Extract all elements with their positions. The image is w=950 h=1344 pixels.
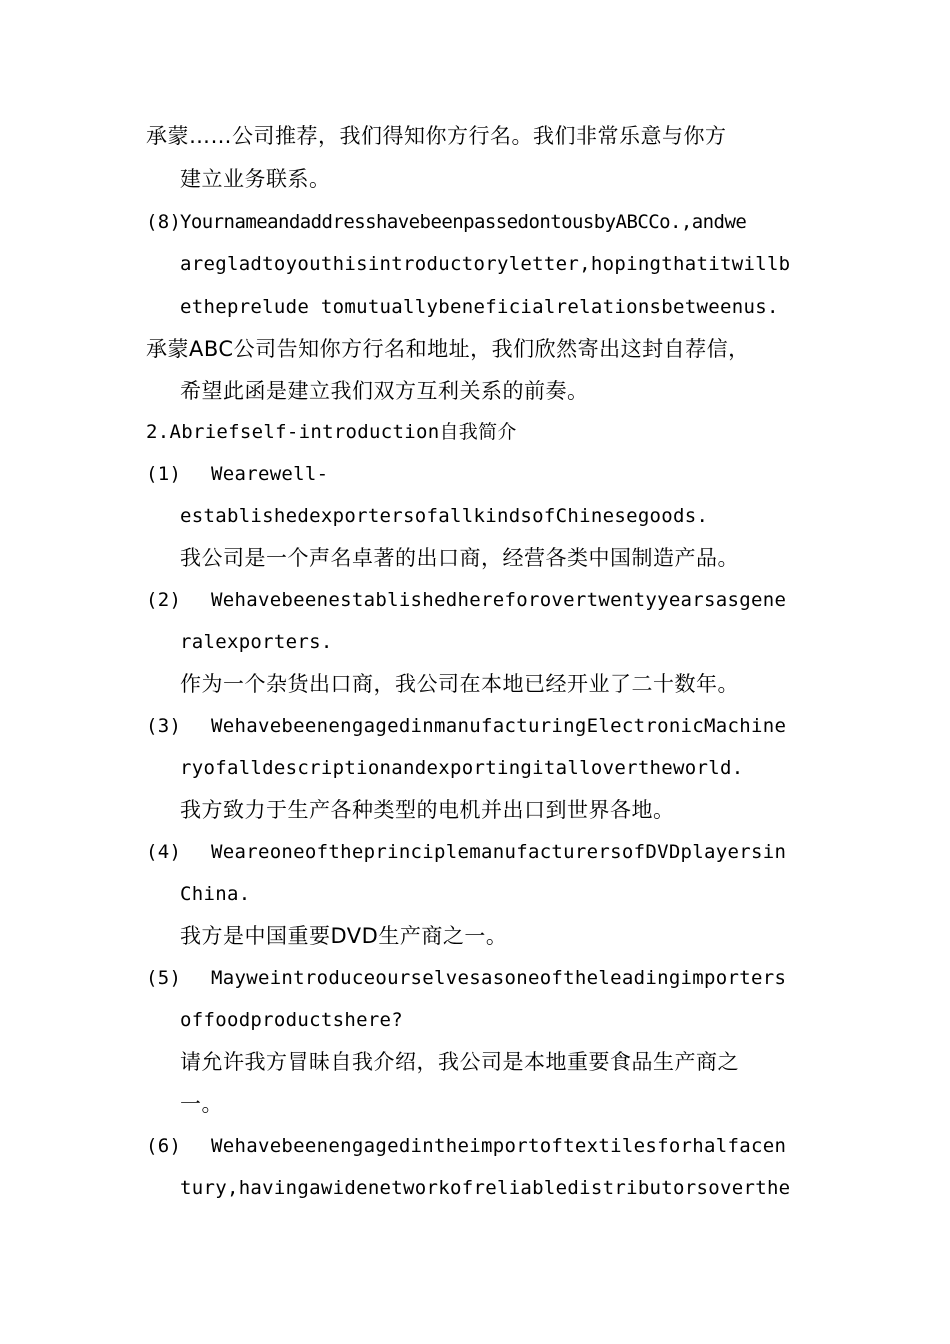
item-4-zh-line-1: 我方是中国重要DVD生产商之一。 bbox=[180, 924, 508, 948]
item-2-en-line-1: Wehavebeenestablishedhereforovertwentyyearsasgene bbox=[211, 589, 787, 611]
item-5-en-line-2: offoodproductshere? bbox=[180, 1009, 404, 1031]
item-1-en-line-2: establishedexportersofallkindsofChinesegoods. bbox=[180, 505, 709, 527]
paragraph-intro-zh-line-2: 建立业务联系。 bbox=[180, 167, 331, 191]
item-8-en-line-1: YournameandaddresshavebeenpassedontousbyABCCo.,andwe bbox=[180, 211, 747, 233]
item-1-zh-line-1: 我公司是一个声名卓著的出口商，经营各类中国制造产品。 bbox=[180, 546, 739, 570]
item-8-zh-line-1: 承蒙ABC公司告知你方行名和地址，我们欣然寄出这封自荐信， bbox=[146, 337, 750, 361]
section-2-heading: 2.Abriefself-introduction自我简介 bbox=[146, 421, 517, 443]
item-6-number: (6) bbox=[146, 1135, 182, 1157]
item-5-en-line-1: Mayweintroduceourselvesasoneoftheleadingimporters bbox=[211, 967, 787, 989]
item-4-number: (4) bbox=[146, 841, 182, 863]
item-3-zh-line-1: 我方致力于生产各种类型的电机并出口到世界各地。 bbox=[180, 798, 675, 822]
item-8-number: (8) bbox=[146, 211, 182, 233]
item-3-en-line-1: WehavebeenengagedinmanufacturingElectronicMachine bbox=[211, 715, 787, 737]
item-3-en-line-2: ryofalldescriptionandexportingitallovertheworld. bbox=[180, 757, 744, 779]
item-6-en-line-1: Wehavebeenengagedintheimportoftextilesforhalfacen bbox=[211, 1135, 787, 1157]
item-4-en-line-1: WeareoneoftheprinciplemanufacturersofDVDplayersin bbox=[211, 841, 787, 863]
item-4-en-line-2: China. bbox=[180, 883, 251, 905]
item-1-en-line-1: Wearewell- bbox=[211, 463, 329, 485]
item-8-zh-line-2: 希望此函是建立我们双方互利关系的前奏。 bbox=[180, 379, 589, 403]
item-1-number: (1) bbox=[146, 463, 182, 485]
paragraph-intro-zh-line-1: 承蒙……公司推荐，我们得知你方行名。我们非常乐意与你方 bbox=[146, 124, 727, 148]
item-8-en-line-2: aregladtoyouthisintroductoryletter,hopingthatitwillb bbox=[180, 253, 791, 275]
item-5-number: (5) bbox=[146, 967, 182, 989]
item-5-zh-line-1: 请允许我方冒昧自我介绍，我公司是本地重要食品生产商之 bbox=[180, 1050, 739, 1074]
item-5-zh-line-2: 一。 bbox=[180, 1092, 223, 1116]
item-2-en-line-2: ralexporters. bbox=[180, 631, 333, 653]
item-2-number: (2) bbox=[146, 589, 182, 611]
item-6-en-line-2: tury,havingawidenetworkofreliabledistributorsoverthe bbox=[180, 1177, 791, 1199]
item-3-number: (3) bbox=[146, 715, 182, 737]
item-8-en-line-3: etheprelude tomutuallybeneficialrelationsbetweenus. bbox=[180, 296, 779, 318]
item-2-zh-line-1: 作为一个杂货出口商，我公司在本地已经开业了二十数年。 bbox=[180, 672, 739, 696]
